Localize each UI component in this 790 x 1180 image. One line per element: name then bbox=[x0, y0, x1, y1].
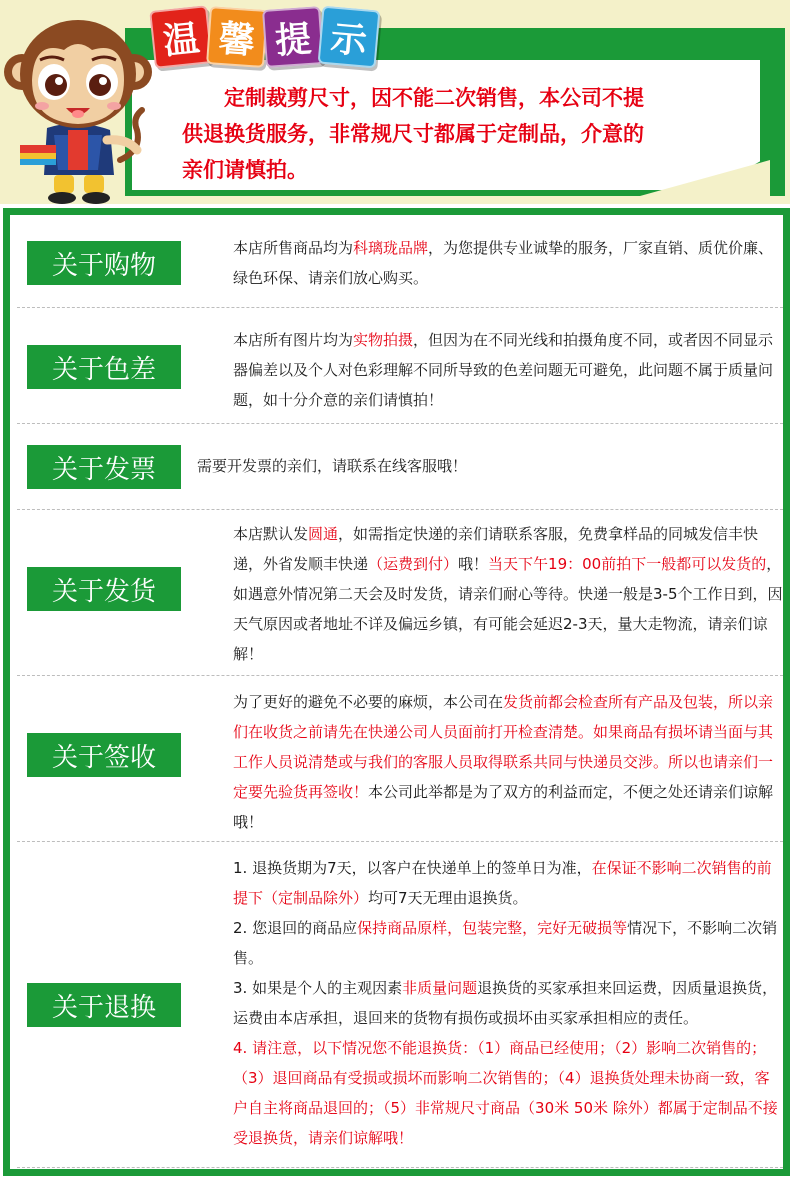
section-label-receipt: 关于签收 bbox=[27, 733, 181, 777]
returns-item-1: 1. 退换货期为7天，以客户在快递单上的签单日为准，在保证不影响二次销售的前提下（定制品除外）均可7天无理由退换货。 bbox=[233, 859, 772, 907]
notice-line-3: 亲们请慎拍。 bbox=[182, 157, 308, 182]
shopping-text: 本店所售商品均为科璃珑品牌，为您提供专业诚挚的服务，厂家直销、质优价廉、绿色环保、请亲们放心购买。 bbox=[233, 239, 774, 287]
divider bbox=[17, 675, 783, 676]
divider bbox=[17, 307, 783, 308]
section-body-color-difference bbox=[197, 325, 783, 415]
section-label-shipping: 关于发货 bbox=[27, 567, 181, 611]
notice-title-char-3: 提 bbox=[262, 6, 324, 68]
returns-item-4: 4. 请注意，以下情况您不能退换货：（1）商品已经使用；（2）影响二次销售的；（3）退回商品有受损或损坏而影响二次销售的；（4）退换货处理未协商一致，客户自主将商品退回的；（5）非常规尺寸商品（30米 50米 除外）都属于定制品不接受退换货，请亲们谅解哦！ bbox=[233, 1039, 778, 1147]
section-receipt bbox=[17, 681, 783, 841]
section-body-returns bbox=[197, 853, 783, 1153]
section-label-invoice: 关于发票 bbox=[27, 445, 181, 489]
notice-title-char-2: 馨 bbox=[206, 6, 268, 68]
section-returns bbox=[17, 847, 783, 1167]
notice-line-1: 定制裁剪尺寸，因不能二次销售，本公司不提 bbox=[224, 85, 644, 110]
notice-text bbox=[182, 80, 742, 188]
returns-item-3: 3. 如果是个人的主观因素非质量问题退换货的买家承担来回运费，因质量退换货，运费由本店承担，退回来的货物有损伤或损坏由买家承担相应的责任。 bbox=[233, 979, 778, 1027]
divider bbox=[17, 841, 783, 842]
section-color-difference bbox=[17, 313, 783, 423]
section-body-receipt bbox=[197, 687, 783, 837]
returns-item-2: 2. 您退回的商品应保持商品原样，包装完整，完好无破损等情况下，不影响二次销售。 bbox=[233, 919, 778, 967]
section-label-color-difference: 关于色差 bbox=[27, 345, 181, 389]
notice-line-2: 供退换货服务，非常规尺寸都属于定制品，介意的 bbox=[182, 121, 644, 146]
notice-banner bbox=[0, 0, 790, 204]
section-body-shopping bbox=[197, 233, 783, 293]
info-panel bbox=[3, 208, 790, 1176]
section-body-shipping bbox=[197, 519, 783, 669]
section-shopping bbox=[17, 219, 783, 307]
invoice-text: 需要开发票的亲们，请联系在线客服哦！ bbox=[197, 457, 468, 475]
color-difference-text: 本店所有图片均为实物拍摄，但因为在不同光线和拍摄角度不同，或者因不同显示器偏差以及个人对色彩理解不同所导致的色差问题无可避免，此问题不属于质量问题，如十分介意的亲们请慎拍！ bbox=[233, 331, 774, 409]
section-body-invoice bbox=[197, 451, 783, 481]
divider bbox=[17, 1167, 783, 1168]
section-label-shopping: 关于购物 bbox=[27, 241, 181, 285]
shipping-text: 本店默认发圆通，如需指定快递的亲们请联系客服，免费拿样品的同城发信丰快递，外省发顺丰快递（运费到付）哦！当天下午19：00前拍下一般都可以发货的，如遇意外情况第二天会及时发货，请亲们耐心等待。快递一般是3-5个工作日到，因天气原因或者地址不详及偏远乡镇，有可能会延迟2-3天，量大走物流，请亲们谅解！ bbox=[233, 525, 783, 663]
section-label-returns: 关于退换 bbox=[27, 983, 181, 1027]
section-invoice bbox=[17, 429, 783, 509]
notice-title-char-1: 温 bbox=[149, 5, 213, 69]
receipt-text: 为了更好的避免不必要的麻烦，本公司在发货前都会检查所有产品及包装，所以亲们在收货之前请先在快递公司人员面前打开检查清楚。如果商品有损坏请当面与其工作人员说清楚或与我们的客服人员取得联系共同与快递员交涉。所以也请亲们一定要先验货再签收！本公司此举都是为了双方的利益而定，不便之处还请亲们谅解哦！ bbox=[233, 693, 774, 831]
monkey-mascot-icon bbox=[2, 10, 152, 204]
divider bbox=[17, 423, 783, 424]
notice-title-char-4: 示 bbox=[318, 6, 381, 69]
section-shipping bbox=[17, 515, 783, 675]
divider bbox=[17, 509, 783, 510]
